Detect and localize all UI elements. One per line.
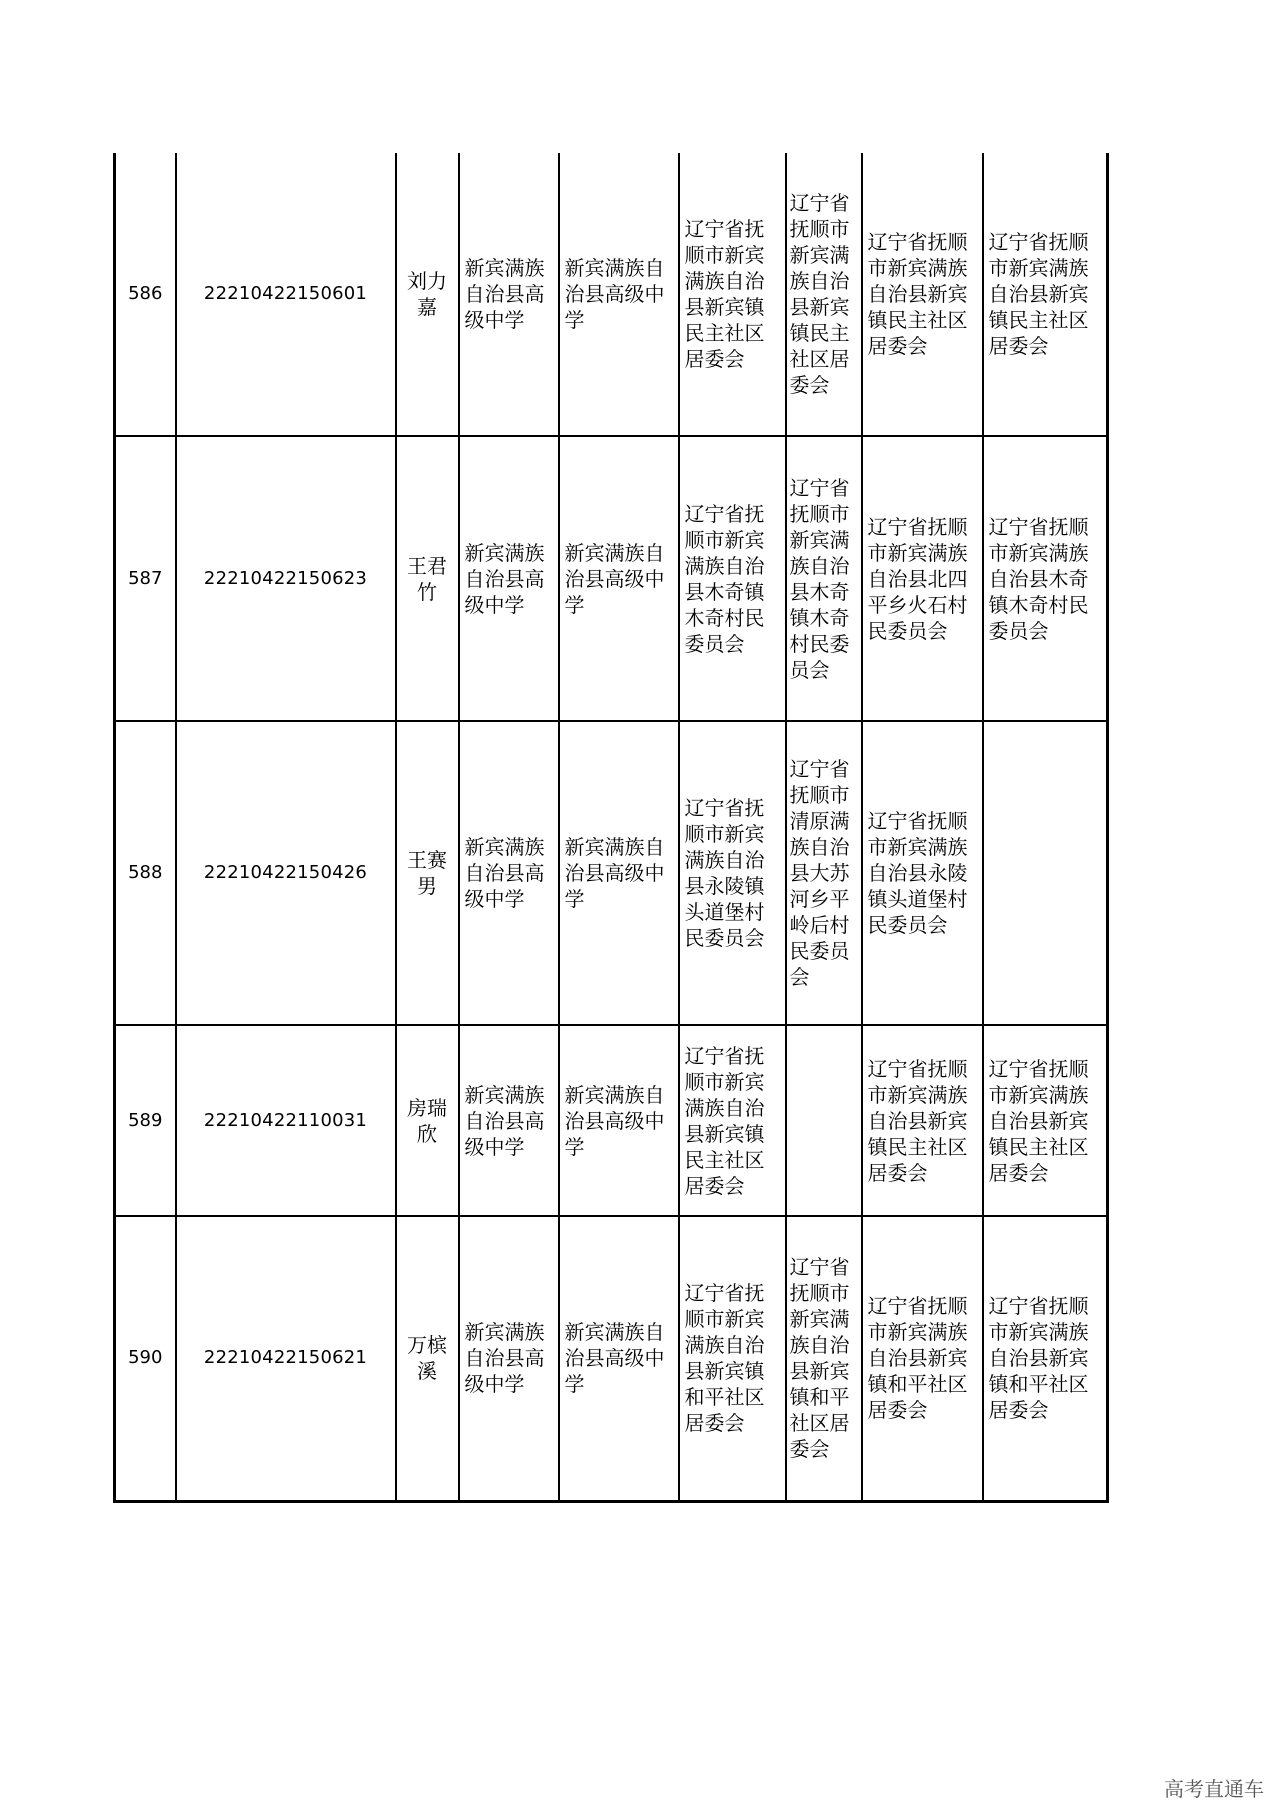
- exam-id: 22210422150623: [176, 436, 396, 721]
- address-3: 辽宁省抚顺市新宾满族自治县新宾镇民主社区居委会: [862, 153, 983, 436]
- school-full: 新宾满族自治县高级中学: [559, 436, 679, 721]
- student-name: 万槟溪: [396, 1216, 459, 1501]
- address-2: 辽宁省抚顺市新宾满族自治县新宾镇民主社区居委会: [786, 153, 862, 436]
- exam-id: 22210422110031: [176, 1025, 396, 1216]
- school-full: 新宾满族自治县高级中学: [559, 153, 679, 436]
- address-1: 辽宁省抚顺市新宾满族自治县永陵镇头道堡村民委员会: [679, 721, 786, 1025]
- address-4: 辽宁省抚顺市新宾满族自治县新宾镇民主社区居委会: [983, 1025, 1108, 1216]
- table-row: [115, 1216, 1108, 1501]
- address-3: 辽宁省抚顺市新宾满族自治县新宾镇民主社区居委会: [862, 1025, 983, 1216]
- address-4: 辽宁省抚顺市新宾满族自治县木奇镇木奇村民委员会: [983, 436, 1108, 721]
- exam-id: 22210422150426: [176, 721, 396, 1025]
- student-name: 刘力嘉: [396, 153, 459, 436]
- address-2: [786, 1025, 862, 1216]
- student-name: 王赛男: [396, 721, 459, 1025]
- address-1: 辽宁省抚顺市新宾满族自治县新宾镇民主社区居委会: [679, 153, 786, 436]
- table-row: [115, 721, 1108, 1025]
- school: 新宾满族自治县高级中学: [459, 1025, 559, 1216]
- school: 新宾满族自治县高级中学: [459, 436, 559, 721]
- student-name: 房瑞欣: [396, 1025, 459, 1216]
- address-4: 辽宁省抚顺市新宾满族自治县新宾镇和平社区居委会: [983, 1216, 1108, 1501]
- table-row: [115, 153, 1108, 436]
- row-number: 587: [115, 436, 176, 721]
- school: 新宾满族自治县高级中学: [459, 1216, 559, 1501]
- address-4: [983, 721, 1108, 1025]
- address-2: 辽宁省抚顺市清原满族自治县大苏河乡平岭后村民委员会: [786, 721, 862, 1025]
- table-row: [115, 436, 1108, 721]
- school-full: 新宾满族自治县高级中学: [559, 1216, 679, 1501]
- row-number: 586: [115, 153, 176, 436]
- address-2: 辽宁省抚顺市新宾满族自治县木奇镇木奇村民委员会: [786, 436, 862, 721]
- table-row: [115, 1025, 1108, 1216]
- row-number: 589: [115, 1025, 176, 1216]
- address-3: 辽宁省抚顺市新宾满族自治县北四平乡火石村民委员会: [862, 436, 983, 721]
- student-name: 王君竹: [396, 436, 459, 721]
- row-number: 590: [115, 1216, 176, 1501]
- watermark-text: 高考直通车: [1164, 1777, 1264, 1801]
- address-1: 辽宁省抚顺市新宾满族自治县新宾镇和平社区居委会: [679, 1216, 786, 1501]
- school-full: 新宾满族自治县高级中学: [559, 721, 679, 1025]
- address-1: 辽宁省抚顺市新宾满族自治县木奇镇木奇村民委员会: [679, 436, 786, 721]
- school: 新宾满族自治县高级中学: [459, 153, 559, 436]
- address-3: 辽宁省抚顺市新宾满族自治县永陵镇头道堡村民委员会: [862, 721, 983, 1025]
- school: 新宾满族自治县高级中学: [459, 721, 559, 1025]
- row-number: 588: [115, 721, 176, 1025]
- exam-id: 22210422150601: [176, 153, 396, 436]
- address-3: 辽宁省抚顺市新宾满族自治县新宾镇和平社区居委会: [862, 1216, 983, 1501]
- address-2: 辽宁省抚顺市新宾满族自治县新宾镇和平社区居委会: [786, 1216, 862, 1501]
- school-full: 新宾满族自治县高级中学: [559, 1025, 679, 1216]
- student-roster-table: [113, 153, 1109, 1503]
- address-1: 辽宁省抚顺市新宾满族自治县新宾镇民主社区居委会: [679, 1025, 786, 1216]
- address-4: 辽宁省抚顺市新宾满族自治县新宾镇民主社区居委会: [983, 153, 1108, 436]
- exam-id: 22210422150621: [176, 1216, 396, 1501]
